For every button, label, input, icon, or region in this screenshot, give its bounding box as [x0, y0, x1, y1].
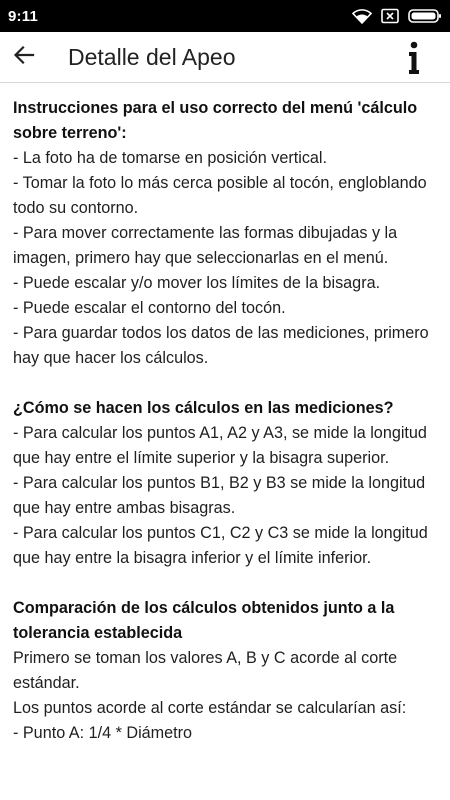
- back-button[interactable]: [4, 37, 44, 77]
- info-button[interactable]: [402, 40, 426, 76]
- page-title: Detalle del Apeo: [68, 43, 236, 70]
- section-instructions: [13, 96, 438, 371]
- arrow-left-icon: [12, 43, 36, 72]
- list-item: - Puede escalar y/o mover los límites de la bisagra.: [13, 274, 381, 292]
- status-icons: [352, 8, 442, 24]
- status-bar: [0, 0, 450, 32]
- section-comparison: [13, 596, 438, 746]
- section-heading: Comparación de los cálculos obtenidos junto a la tolerancia establecida: [13, 599, 395, 642]
- app-bar: [0, 32, 450, 82]
- list-item: - Punto A: 1/4 * Diámetro: [13, 724, 193, 742]
- list-item: Primero se toman los valores A, B y C acorde al corte estándar.: [13, 649, 398, 692]
- list-item: - Para mover correctamente las formas dibujadas y la imagen, primero hay que seleccionarlas en el menú.: [13, 224, 398, 267]
- list-item: - Para calcular los puntos B1, B2 y B3 se mide la longitud que hay entre ambas bisagras.: [13, 474, 426, 517]
- status-time: 9:11: [8, 7, 38, 25]
- section-heading: Instrucciones para el uso correcto del menú 'cálculo sobre terreno':: [13, 99, 418, 142]
- section-heading: ¿Cómo se hacen los cálculos en las mediciones?: [13, 399, 394, 417]
- wifi-icon: [352, 8, 372, 24]
- list-item: - Tomar la foto lo más cerca posible al tocón, engloblando todo su contorno.: [13, 174, 427, 217]
- battery-icon: [408, 8, 442, 24]
- app-bar-divider: [0, 82, 450, 83]
- info-icon: [402, 63, 426, 80]
- list-item: - Para calcular los puntos C1, C2 y C3 se mide la longitud que hay entre la bisagra inferior y el límite inferior.: [13, 524, 428, 567]
- list-item: - La foto ha de tomarse en posición vertical.: [13, 149, 328, 167]
- section-calculations: [13, 396, 438, 571]
- list-item: - Para guardar todos los datos de las mediciones, primero hay que hacer los cálculos.: [13, 324, 429, 367]
- instructions-content: [13, 96, 438, 771]
- list-item: Los puntos acorde al corte estándar se calcularían así:: [13, 699, 407, 717]
- list-item: - Para calcular los puntos A1, A2 y A3, se mide la longitud que hay entre el límite superior y la bisagra superior.: [13, 424, 427, 467]
- no-sim-icon: [381, 8, 399, 24]
- list-item: - Puede escalar el contorno del tocón.: [13, 299, 286, 317]
